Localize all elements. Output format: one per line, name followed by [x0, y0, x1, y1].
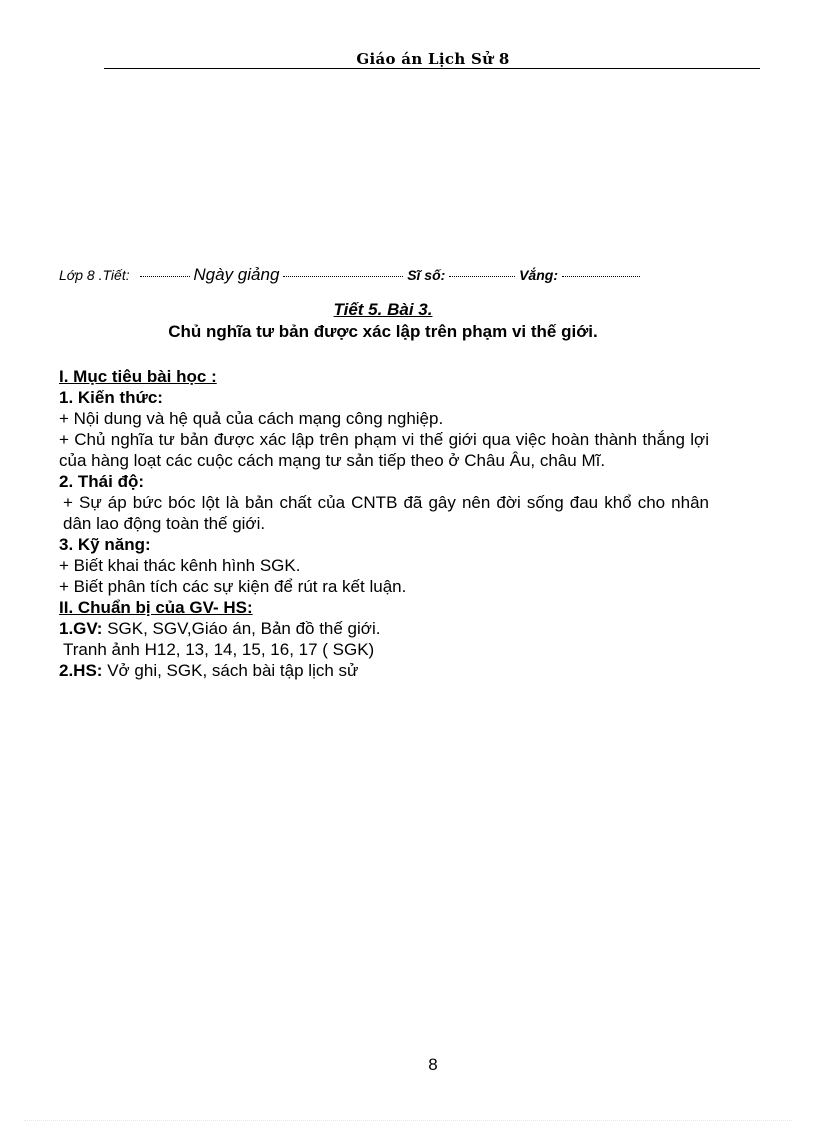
attitude-heading: 2. Thái độ:	[59, 472, 144, 491]
header-rule	[104, 68, 760, 69]
period-blank	[140, 275, 190, 277]
skills-item: + Biết khai thác kênh hình SGK.	[59, 556, 301, 575]
class-label: Lớp 8 .Tiết:	[59, 267, 130, 283]
objectives-heading: I. Mục tiêu bài học :	[59, 367, 217, 386]
absent-label: Vắng:	[519, 267, 558, 283]
student-preparation	[59, 660, 709, 681]
attitude-item: + Sự áp bức bóc lột là bản chất của CNTB đã gây nên đời sống đau khổ cho nhân dân lao động toàn thế giới.	[63, 493, 709, 533]
preparation-heading: II. Chuẩn bị của GV- HS:	[59, 598, 253, 617]
absent-blank	[562, 275, 640, 277]
footer-rule	[24, 1120, 792, 1121]
teacher-label: 1.GV:	[59, 619, 103, 638]
skills-heading: 3. Kỹ năng:	[59, 535, 151, 554]
knowledge-item: + Nội dung và hệ quả của cách mạng công nghiệp.	[59, 409, 444, 428]
teacher-preparation	[59, 618, 709, 639]
student-text: Vở ghi, SGK, sách bài tập lịch sử	[107, 661, 359, 680]
knowledge-item: + Chủ nghĩa tư bản được xác lập trên phạm vi thế giới qua việc hoàn thành thắng lợi của hàng loạt các cuộc cách mạng tư sản tiếp theo ở Châu Âu, châu Mĩ.	[59, 430, 709, 470]
page-number: 8	[428, 1055, 438, 1074]
knowledge-heading: 1. Kiến thức:	[59, 388, 163, 407]
date-blank	[283, 275, 403, 277]
teacher-preparation-2: Tranh ảnh H12, 13, 14, 15, 16, 17 ( SGK)	[63, 640, 375, 659]
header-title: Giáo án Lịch Sử 8	[356, 50, 510, 68]
attendance-blank	[449, 275, 515, 277]
attendance-label: Sĩ số:	[407, 267, 446, 283]
lesson-meta-line	[59, 265, 640, 285]
lesson-content	[59, 366, 709, 681]
student-label: 2.HS:	[59, 661, 103, 680]
skills-item: + Biết phân tích các sự kiện để rút ra kết luận.	[59, 577, 407, 596]
date-label: Ngày giảng	[193, 265, 280, 284]
lesson-number: Tiết 5. Bài 3.	[333, 300, 433, 319]
lesson-title: Chủ nghĩa tư bản được xác lập trên phạm vi thế giới.	[168, 322, 598, 341]
teacher-text: SGK, SGV,Giáo án, Bản đồ thế giới.	[107, 619, 381, 638]
